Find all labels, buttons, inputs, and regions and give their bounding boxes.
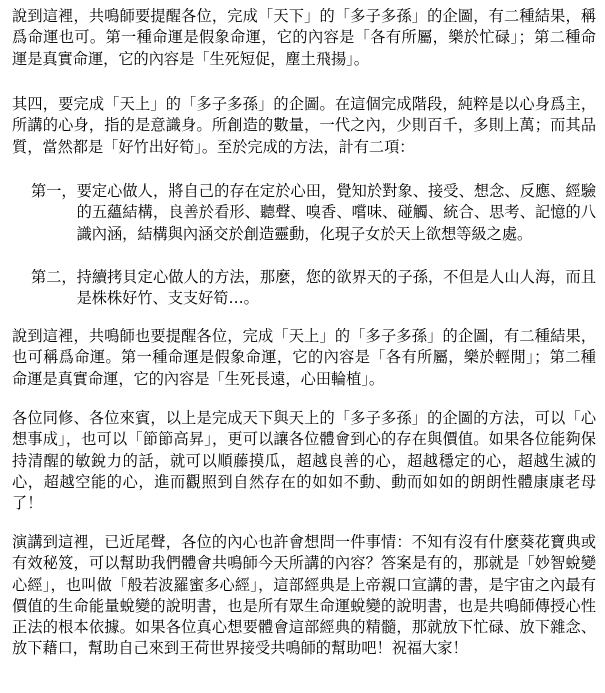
paragraph-heaven-above-intro: 其四，要完成「天上」的「多子多孫」的企圖。在這個完成階段，純粹是以心身爲主，所講的心身，指的是意識身。所創造的數量，一代之內，少則百千，多則上萬；而其品質，當然都是「好竹出好筍」。至於完成的方法，計有二項：: [12, 95, 596, 156]
list-item-first: [31, 181, 596, 245]
list-item-second: [31, 267, 596, 310]
paragraph-heaven-above-results: 說到這裡，共鳴師也要提醒各位，完成「天上」的「多子多孫」的企圖，有二種結果，也可稱爲命運。第一種命運是假象命運，它的內容是「各有所屬，樂於輕閒」；第二種命運是真實命運，它的內容是「生死長遠，心田輪植」。: [12, 327, 596, 388]
list-item-label: 第一，: [31, 182, 77, 200]
paragraph-heaven-below-results: 說到這裡，共鳴師要提醒各位，完成「天下」的「多子多孫」的企圖，有二種結果，稱爲命運也可。第一種命運是假象命運，它的內容是「各有所屬，樂於忙碌」；第二種命運是真實命運，它的內容是「生死短促，塵土飛揚」。: [12, 7, 596, 68]
paragraph-closing: 演講到這裡，已近尾聲，各位的內心也許會想問一件事情：不知有沒有什麼葵花寶典或有效秘笈，可以幫助我們體會共鳴師今天所講的內容？答案是有的，那就是「妙智蛻變心經」，也叫做「般若波羅蜜多心經」，這部經典是上帝親口宣講的書，是宇宙之內最有價值的生命能量蛻變的說明書，也是所有眾生命運蛻變的說明書，也是共鳴師傳授心性正法的根本依據。如果各位真心想要體會這部經典的精髓，那就放下忙碌、放下雜念、放下藉口，幫助自己來到王荷世界接受共鳴師的幫助吧！祝福大家！: [12, 533, 596, 658]
list-item-label: 第二，: [31, 268, 77, 286]
list-item-text: 要定心做人，將自己的存在定於心田，覺知於對象、接受、想念、反應、經驗的五蘊結構，良善於看形、聽聲、嗅香、嚐味、碰觸、統合、思考、記憶的八識內涵，結構與內涵交於創造靈動，化現子女於天上欲想等級之處。: [76, 182, 596, 243]
paragraph-summary: 各位同修、各位來賓，以上是完成天下與天上的「多子多孫」的企圖的方法，可以「心想事成」，也可以「節節高昇」，更可以讓各位體會到心的存在與價值。如果各位能夠保持清醒的敏銳力的話，就可以順藤摸瓜，超越良善的心，超越穩定的心，超越生滅的心，超越空能的心，進而觀照到自然存在的如如不動、動而如如的朗朗性體康康老母了！: [12, 409, 596, 513]
list-item-text: 持續拷貝定心做人的方法，那麼，您的欲界天的子孫，不但是人山人海，而且是株株好竹、支支好筍…。: [76, 268, 596, 308]
